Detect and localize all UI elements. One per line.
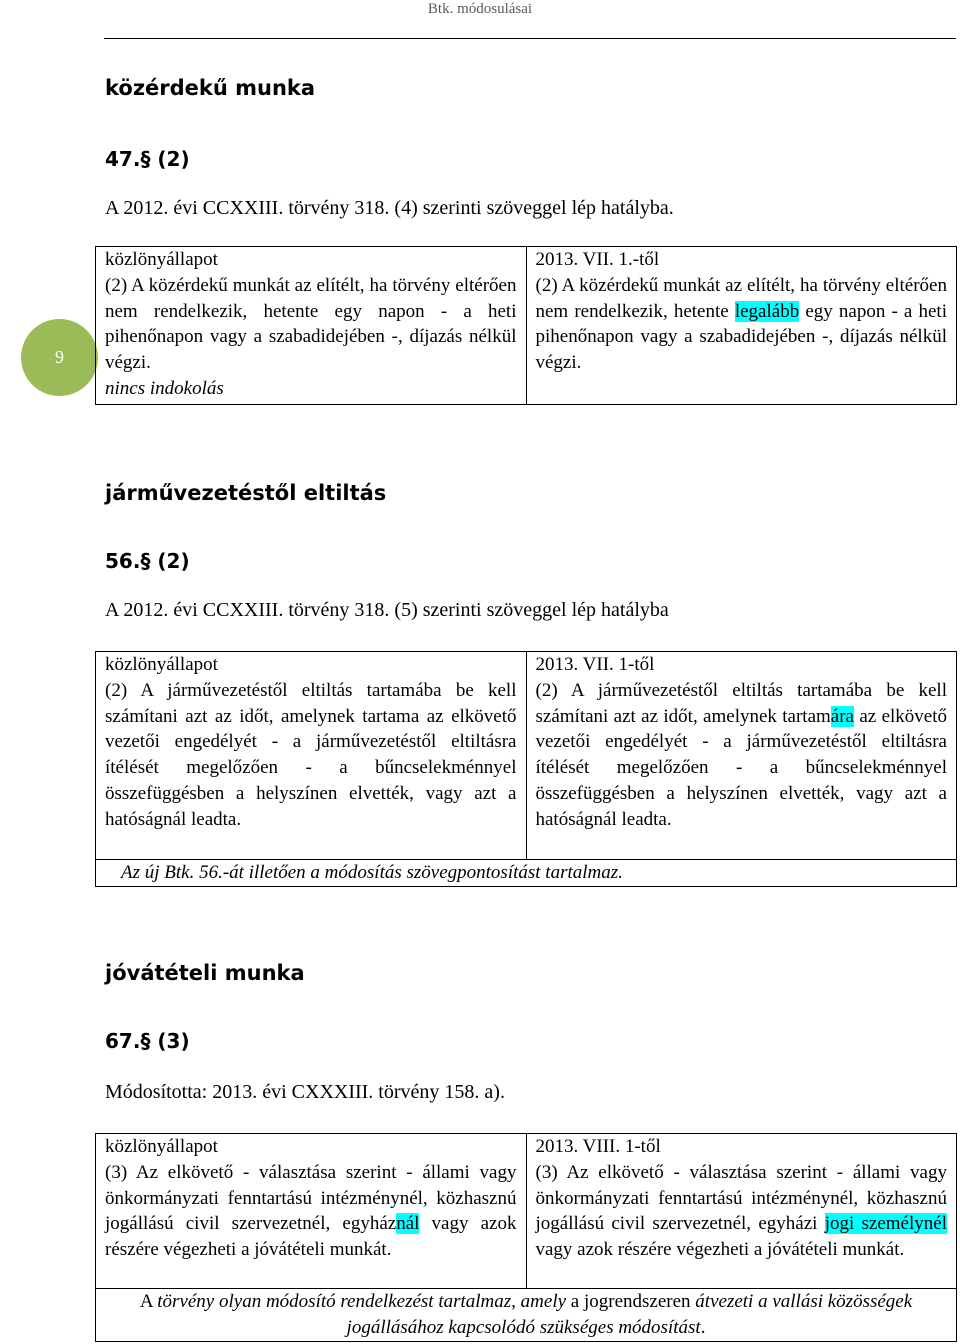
amended-header: 2013. VIII. 1-től [535,1136,661,1157]
amended-header: 2013. VII. 1.-től [535,249,660,270]
original-header: közlönyállapot [105,654,218,675]
paragraph-number: (3) [157,1029,190,1053]
article-number: 47. [105,147,141,171]
section-intro: Módosította: 2013. évi CXXXIII. törvény 158. a). [105,1081,505,1103]
paragraph-sign: § [140,549,151,573]
comparison-table [95,246,957,405]
original-text-cell [96,652,527,860]
section-heading: jóvátételi munka [105,961,305,985]
page-number-badge: 9 [21,319,98,396]
section-footnote: Az új Btk. 56.-át illetően a módosítás szövegpontosítást tartalmaz. [96,860,957,887]
amended-text: (3) Az elkövető - választása szerint - állami vagy önkormányzati fenntartású intézménynél, közhasznú jogállású civil szervezetnél, egyházi jogi személynél vagy azok részére végezheti a jóvátételi munkát. [535,1161,947,1261]
article-number: 56. [105,549,141,573]
paragraph-number: (2) [157,549,190,573]
rationale-note: nincs indokolás [105,377,224,399]
highlighted-change: nál [396,1213,420,1235]
comparison-table [95,651,957,887]
amended-text: (2) A közérdekű munkát az elítélt, ha törvény eltérően nem rendelkezik, hetente legalább egy napon - a heti pihenőnapon vagy a szabadidejében -, díjazás nélkül végzi. [535,274,947,374]
highlighted-change: ára [830,705,854,727]
section-heading: közérdekű munka [105,76,316,100]
original-text-cell [96,1134,527,1289]
amended-text-cell [526,1134,957,1289]
original-text: (2) A közérdekű munkát az elítélt, ha törvény eltérően nem rendelkezik, hetente egy napon - a heti pihenőnapon vagy a szabadidejében -, díjazás nélkül végzi. [105,274,517,374]
article-number: 67. [105,1029,141,1053]
amended-text: (2) A járművezetéstől eltiltás tartamába be kell számítani azt az időt, amelynek tartamára az elkövető vezetői engedélyét - a járművezetéstől eltiltásra ítélését megelőzően - a bűncselekménnyel összefüggésben a helyszínen elvették, vagy azt a hatóságnál leadta. [535,679,947,830]
section-number [105,1029,190,1053]
section-intro: A 2012. évi CCXXIII. törvény 318. (5) szerinti szöveggel lép hatályba [105,599,669,621]
header-rule [104,38,956,39]
amended-text-cell [526,247,957,405]
paragraph-sign: § [140,1029,151,1053]
section-intro: A 2012. évi CCXXIII. törvény 318. (4) szerinti szöveggel lép hatályba. [105,197,674,219]
paragraph-sign: § [140,147,151,171]
highlighted-change: legalább [734,300,800,322]
original-header: közlönyállapot [105,249,218,270]
paragraph-number: (2) [157,147,190,171]
original-text-cell [96,247,527,405]
section-heading: járművezetéstől eltiltás [105,481,387,505]
comparison-table [95,1133,957,1342]
running-header: Btk. módosulásai [427,1,533,17]
highlighted-change: jogi személynél [824,1213,947,1235]
amended-header: 2013. VII. 1-től [535,654,655,675]
amended-text-cell [526,652,957,860]
original-header: közlönyállapot [105,1136,218,1157]
section-number [105,549,190,573]
original-text: (3) Az elkövető - választása szerint - állami vagy önkormányzati fenntartású intézménynél, közhasznú jogállású civil szervezetnél, egyháznál vagy azok részére végezheti a jóvátételi munkát. [105,1161,517,1261]
section-number [105,147,190,171]
original-text: (2) A járművezetéstől eltiltás tartamába be kell számítani azt az időt, amelynek tartama az elkövető vezetői engedélyét - a járművezetéstől eltiltásra ítélését megelőzően - a bűncselekménnyel összefüggésben a helyszínen elvették, vagy azt a hatóságnál leadta. [105,679,517,830]
section-footnote: A törvény olyan módosító rendelkezést tartalmaz, amely a jogrendszeren átvezeti a vallási közösségek jogállásához kapcsolódó szükséges módosítást. [96,1289,957,1342]
